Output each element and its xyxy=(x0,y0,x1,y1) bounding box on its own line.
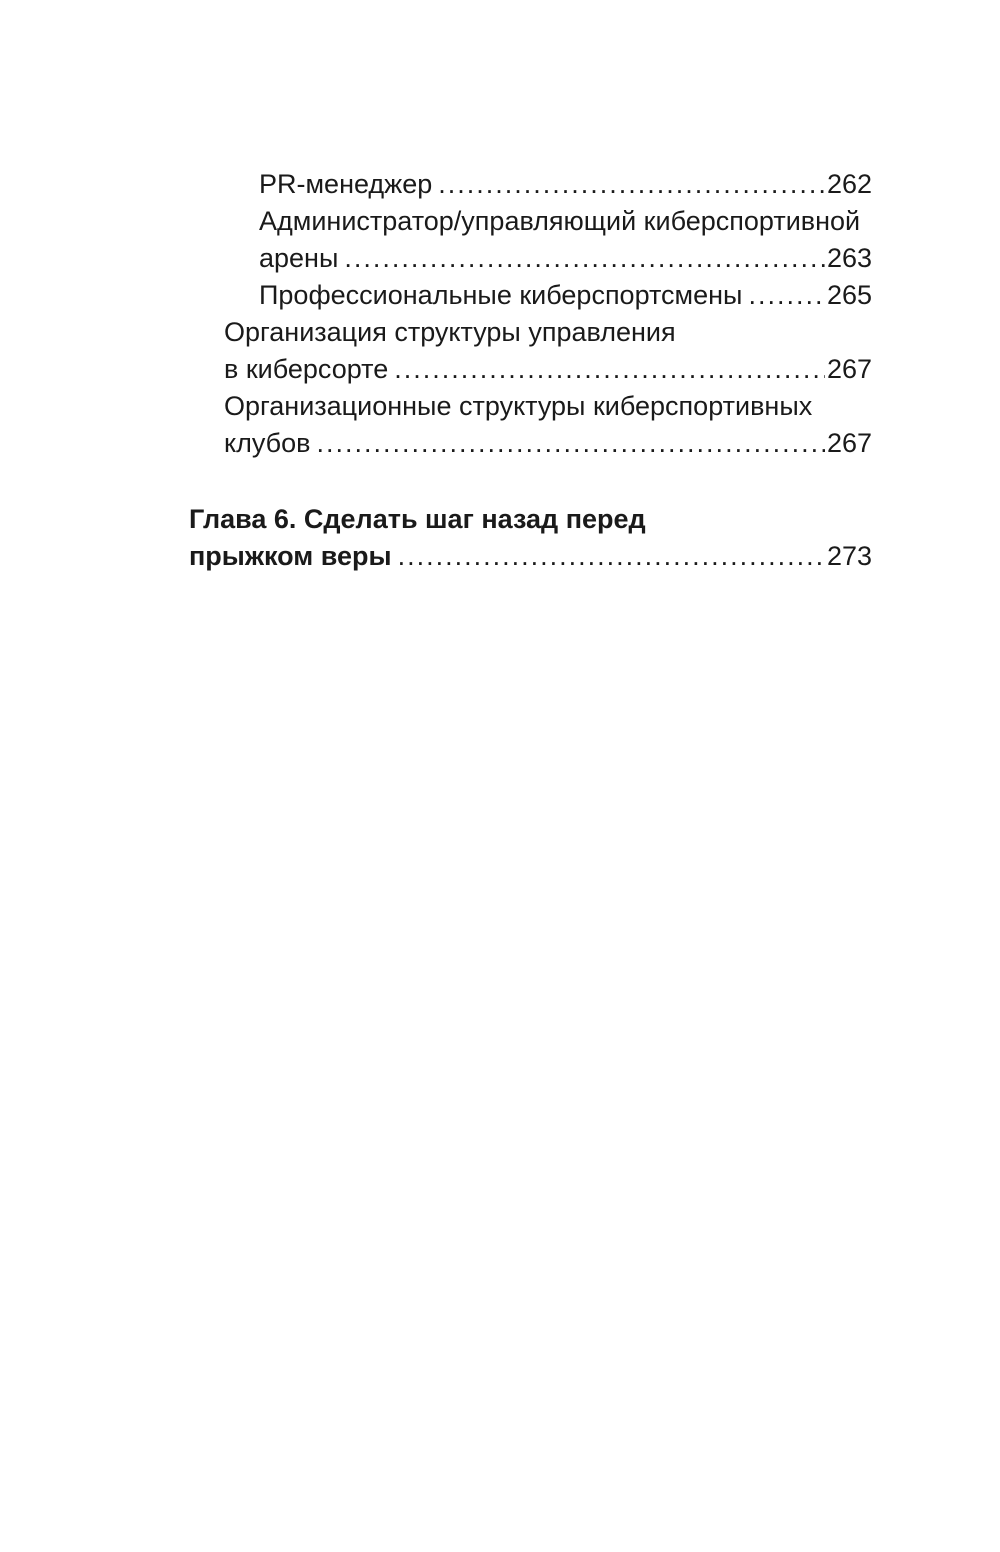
toc-entry-pr-manager[interactable] xyxy=(259,167,872,203)
dot-leader xyxy=(317,426,825,460)
toc-entry-title: клубов xyxy=(224,428,311,458)
toc-page-number: 262 xyxy=(826,169,872,199)
dot-leader xyxy=(344,241,825,275)
toc-chapter-6-line2[interactable] xyxy=(189,539,872,575)
toc-entry-title: в киберсорте xyxy=(224,354,389,384)
toc-entry-club-structures-line1[interactable] xyxy=(224,389,872,425)
toc-entry-title: PR-менеджер xyxy=(259,169,433,199)
toc-page-number: 263 xyxy=(826,243,872,273)
toc-entry-title: Профессиональные киберспортсмены xyxy=(259,280,743,310)
toc-entry-title: Организационные структуры киберспортивных xyxy=(224,391,813,421)
toc-entry-management-structure-line1[interactable] xyxy=(224,315,872,351)
toc-page-number: 273 xyxy=(826,541,872,571)
toc-entry-pro-players[interactable] xyxy=(259,278,872,314)
toc-chapter-title: прыжком веры xyxy=(189,541,392,571)
toc-page-number: 265 xyxy=(826,280,872,310)
toc-chapter-6-line1[interactable] xyxy=(189,502,872,538)
toc-entry-arena-admin-line2[interactable] xyxy=(259,241,872,277)
toc-entry-title: Администратор/управляющий киберспортивной xyxy=(259,206,861,236)
toc-entry-title: арены xyxy=(259,243,339,273)
dot-leader xyxy=(398,539,825,573)
toc-entry-club-structures-line2[interactable] xyxy=(224,426,872,462)
toc-page-number: 267 xyxy=(826,428,872,458)
toc-entry-arena-admin-line1[interactable] xyxy=(259,204,872,240)
dot-leader xyxy=(394,352,825,386)
toc-chapter-title: Глава 6. Сделать шаг назад перед xyxy=(189,504,646,534)
toc-page-number: 267 xyxy=(826,354,872,384)
toc-entry-management-structure-line2[interactable] xyxy=(224,352,872,388)
dot-leader xyxy=(748,278,824,312)
dot-leader xyxy=(438,167,825,201)
toc-entry-title: Организация структуры управления xyxy=(224,317,676,347)
